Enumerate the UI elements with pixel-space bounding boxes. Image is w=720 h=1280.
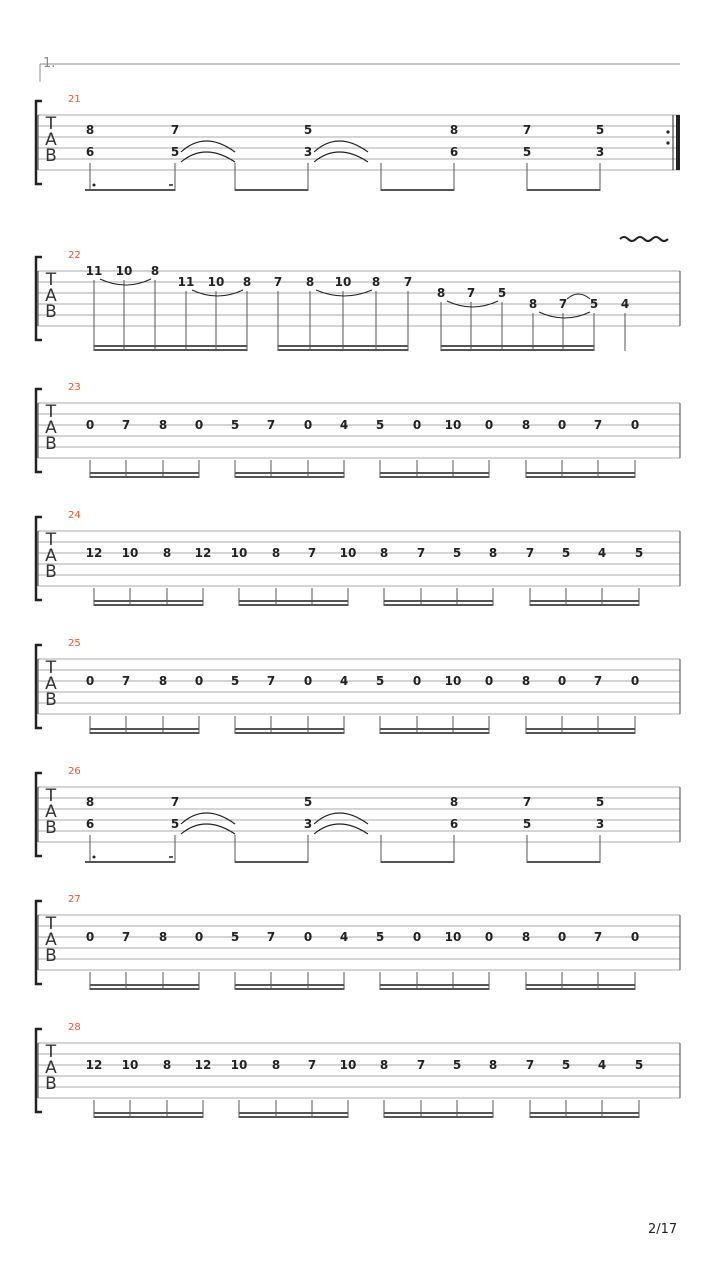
fret-number: 5 (595, 123, 605, 137)
fret-number: 0 (630, 930, 640, 944)
fret-number: 5 (561, 546, 571, 560)
beam (527, 189, 600, 191)
fret-number: 10 (121, 1058, 139, 1072)
fret-number: 12 (85, 546, 103, 560)
beam (239, 1116, 348, 1118)
fret-number: 8 (521, 418, 531, 432)
beam (384, 1112, 493, 1114)
beam (94, 604, 203, 606)
fret-number: 0 (484, 418, 494, 432)
volta-label: 1. (43, 56, 56, 71)
fret-number: 8 (488, 546, 498, 560)
fret-number: 5 (634, 1058, 644, 1072)
fret-number: 8 (85, 795, 95, 809)
fret-number: 7 (170, 123, 180, 137)
fret-number: 5 (375, 930, 385, 944)
beam (235, 861, 308, 863)
tab-system-22 (36, 237, 680, 351)
fret-number: 5 (170, 817, 180, 831)
fret-number: 4 (339, 674, 349, 688)
beam (90, 476, 199, 478)
fret-number: 8 (379, 546, 389, 560)
fret-number: 8 (371, 275, 381, 289)
beam (380, 728, 489, 730)
beam (526, 728, 635, 730)
fret-number: 0 (412, 930, 422, 944)
fret-number: 8 (162, 1058, 172, 1072)
measure-number: 28 (68, 1022, 81, 1033)
tab-clef-letter: A (45, 546, 57, 566)
fret-number: 8 (521, 930, 531, 944)
fret-number: 7 (593, 418, 603, 432)
fret-number: 4 (339, 930, 349, 944)
fret-number: 5 (561, 1058, 571, 1072)
fret-number: 5 (522, 145, 532, 159)
fret-number: 10 (230, 1058, 248, 1072)
fret-number: 8 (85, 123, 95, 137)
tab-clef-letter: A (45, 130, 57, 150)
dot (93, 856, 96, 859)
fret-number: 10 (207, 275, 225, 289)
tab-clef-letter: B (45, 946, 57, 966)
dot (93, 184, 96, 187)
beam (235, 984, 344, 986)
system-bracket (36, 517, 42, 600)
tab-clef-letter: T (45, 914, 57, 934)
fret-number: 7 (273, 275, 283, 289)
tie-arc (314, 813, 368, 824)
tab-clef-letter: T (45, 786, 57, 806)
fret-number: 8 (158, 674, 168, 688)
beam (381, 861, 454, 863)
beam (235, 476, 344, 478)
beam (530, 1116, 639, 1118)
beam (384, 604, 493, 606)
beam (235, 988, 344, 990)
beam (526, 732, 635, 734)
fret-number: 10 (444, 418, 462, 432)
fret-number: 7 (266, 674, 276, 688)
fret-number: 5 (497, 286, 507, 300)
fret-number: 7 (558, 297, 568, 311)
tab-clef-letter: B (45, 562, 57, 582)
fret-number: 8 (436, 286, 446, 300)
repeat-dot (666, 130, 669, 133)
vibrato-mark (620, 237, 668, 241)
system-bracket (36, 389, 42, 472)
fret-number: 0 (557, 418, 567, 432)
tie-arc (181, 824, 235, 834)
beam (235, 728, 344, 730)
beam (94, 1112, 203, 1114)
fret-number: 5 (452, 1058, 462, 1072)
fret-number: 7 (416, 546, 426, 560)
tab-clef-letter: B (45, 818, 57, 838)
beam (530, 600, 639, 602)
beam (380, 732, 489, 734)
fret-number: 7 (266, 418, 276, 432)
fret-number: 6 (85, 817, 95, 831)
system-bracket (36, 1029, 42, 1112)
fret-number: 0 (194, 930, 204, 944)
fret-number: 8 (271, 1058, 281, 1072)
fret-number: 7 (466, 286, 476, 300)
fret-number: 6 (85, 145, 95, 159)
fret-number: 8 (271, 546, 281, 560)
fret-number: 8 (158, 930, 168, 944)
fret-number: 0 (484, 674, 494, 688)
beam (530, 604, 639, 606)
tie-arc (314, 152, 368, 162)
fret-number: 0 (557, 674, 567, 688)
fret-number: 7 (266, 930, 276, 944)
beam (94, 1116, 203, 1118)
system-bracket (36, 901, 42, 984)
fret-number: 8 (150, 264, 160, 278)
tab-clef-letter: B (45, 146, 57, 166)
beam (530, 1112, 639, 1114)
fret-number: 10 (339, 546, 357, 560)
beam (239, 600, 348, 602)
fret-number: 5 (375, 674, 385, 688)
tab-system-28 (36, 1029, 680, 1118)
system-bracket (36, 257, 42, 340)
repeat-thick-barline (676, 115, 680, 170)
beam (90, 984, 199, 986)
fret-number: 10 (339, 1058, 357, 1072)
beam (380, 472, 489, 474)
fret-number: 11 (177, 275, 195, 289)
beam (381, 189, 454, 191)
fret-number: 7 (593, 674, 603, 688)
fret-number: 5 (303, 123, 313, 137)
tab-clef-letter: T (45, 402, 57, 422)
fret-number: 5 (375, 418, 385, 432)
beam (239, 1112, 348, 1114)
fret-number: 6 (449, 145, 459, 159)
fret-number: 12 (194, 1058, 212, 1072)
fret-number: 8 (242, 275, 252, 289)
page-number: 2/17 (648, 1222, 678, 1237)
tab-clef-letter: T (45, 530, 57, 550)
fret-number: 10 (230, 546, 248, 560)
fret-number: 8 (162, 546, 172, 560)
tie-arc (181, 813, 235, 824)
fret-number: 8 (379, 1058, 389, 1072)
fret-number: 12 (194, 546, 212, 560)
beam (235, 189, 308, 191)
system-bracket (36, 773, 42, 856)
beam (235, 472, 344, 474)
tab-clef-letter: A (45, 674, 57, 694)
fret-number: 0 (194, 674, 204, 688)
beam (239, 604, 348, 606)
tab-clef-letter: T (45, 114, 57, 134)
fret-number: 10 (334, 275, 352, 289)
fret-number: 7 (525, 1058, 535, 1072)
fret-number: 0 (557, 930, 567, 944)
fret-number: 0 (303, 674, 313, 688)
measure-number: 22 (68, 250, 81, 261)
tab-clef-letter: B (45, 1074, 57, 1094)
fret-number: 0 (630, 674, 640, 688)
tie-arc (181, 141, 235, 152)
tab-clef-letter: T (45, 270, 57, 290)
beam (441, 349, 594, 351)
tab-clef-letter: A (45, 930, 57, 950)
fret-number: 0 (194, 418, 204, 432)
fret-number: 7 (170, 795, 180, 809)
fret-number: 8 (521, 674, 531, 688)
fret-number: 5 (230, 674, 240, 688)
measure-number: 25 (68, 638, 81, 649)
beam (94, 345, 247, 347)
fret-number: 10 (444, 930, 462, 944)
measure-number: 26 (68, 766, 81, 777)
fret-number: 12 (85, 1058, 103, 1072)
tab-clef-letter: A (45, 286, 57, 306)
fret-number: 8 (528, 297, 538, 311)
fret-number: 0 (484, 930, 494, 944)
fret-number: 5 (230, 418, 240, 432)
fret-number: 3 (595, 145, 605, 159)
measure-number: 23 (68, 382, 81, 393)
beam (90, 732, 199, 734)
beam (380, 476, 489, 478)
fret-number: 5 (230, 930, 240, 944)
tab-system-25 (36, 645, 680, 734)
fret-number: 7 (522, 795, 532, 809)
fret-number: 3 (303, 145, 313, 159)
fret-number: 7 (121, 674, 131, 688)
beam (85, 861, 175, 863)
tab-system-23 (36, 389, 680, 478)
measure-number: 21 (68, 94, 81, 105)
tab-system-24 (36, 517, 680, 606)
fret-number: 8 (305, 275, 315, 289)
repeat-dot (666, 141, 669, 144)
measure-number: 24 (68, 510, 81, 521)
fret-number: 5 (595, 795, 605, 809)
tab-clef-letter: T (45, 1042, 57, 1062)
fret-number: 0 (412, 674, 422, 688)
rest-beam-stub (169, 856, 173, 858)
fret-number: 6 (449, 817, 459, 831)
beam (526, 476, 635, 478)
rest-beam-stub (169, 184, 173, 186)
beam (278, 345, 408, 347)
beam (527, 861, 600, 863)
fret-number: 0 (85, 418, 95, 432)
beam (90, 988, 199, 990)
fret-number: 7 (307, 1058, 317, 1072)
beam (526, 988, 635, 990)
fret-number: 8 (488, 1058, 498, 1072)
fret-number: 7 (307, 546, 317, 560)
beam (526, 472, 635, 474)
beam (526, 984, 635, 986)
beam (384, 1116, 493, 1118)
system-bracket (36, 101, 42, 184)
beam (90, 728, 199, 730)
fret-number: 4 (597, 1058, 607, 1072)
fret-number: 5 (522, 817, 532, 831)
tab-system-27 (36, 901, 680, 990)
tab-clef-letter: B (45, 302, 57, 322)
fret-number: 7 (403, 275, 413, 289)
fret-number: 10 (121, 546, 139, 560)
fret-number: 0 (412, 418, 422, 432)
fret-number: 7 (522, 123, 532, 137)
fret-number: 5 (634, 546, 644, 560)
fret-number: 7 (121, 418, 131, 432)
fret-number: 0 (85, 930, 95, 944)
beam (94, 600, 203, 602)
beam (94, 349, 247, 351)
fret-number: 8 (449, 795, 459, 809)
fret-number: 7 (121, 930, 131, 944)
slur-arc (567, 294, 590, 299)
fret-number: 8 (449, 123, 459, 137)
tab-system-21 (36, 101, 680, 191)
fret-number: 3 (303, 817, 313, 831)
fret-number: 4 (339, 418, 349, 432)
beam (85, 189, 175, 191)
fret-number: 4 (620, 297, 630, 311)
tab-clef-letter: A (45, 418, 57, 438)
fret-number: 11 (85, 264, 103, 278)
tab-clef-letter: B (45, 690, 57, 710)
fret-number: 3 (595, 817, 605, 831)
fret-number: 7 (593, 930, 603, 944)
beam (278, 349, 408, 351)
fret-number: 10 (444, 674, 462, 688)
measure-number: 27 (68, 894, 81, 905)
fret-number: 5 (170, 145, 180, 159)
tab-system-26 (36, 773, 680, 863)
fret-number: 0 (303, 930, 313, 944)
fret-number: 0 (303, 418, 313, 432)
fret-number: 0 (630, 418, 640, 432)
tie-arc (314, 824, 368, 834)
tab-clef-letter: A (45, 802, 57, 822)
fret-number: 7 (416, 1058, 426, 1072)
beam (90, 472, 199, 474)
tie-arc (314, 141, 368, 152)
tab-clef-letter: A (45, 1058, 57, 1078)
tab-clef-letter: T (45, 658, 57, 678)
fret-number: 5 (589, 297, 599, 311)
fret-number: 10 (115, 264, 133, 278)
beam (380, 988, 489, 990)
fret-number: 4 (597, 546, 607, 560)
beam (235, 732, 344, 734)
system-bracket (36, 645, 42, 728)
fret-number: 0 (85, 674, 95, 688)
fret-number: 7 (525, 546, 535, 560)
beam (441, 345, 594, 347)
tab-clef-letter: B (45, 434, 57, 454)
fret-number: 5 (452, 546, 462, 560)
beam (380, 984, 489, 986)
fret-number: 5 (303, 795, 313, 809)
fret-number: 8 (158, 418, 168, 432)
beam (384, 600, 493, 602)
tie-arc (181, 152, 235, 162)
